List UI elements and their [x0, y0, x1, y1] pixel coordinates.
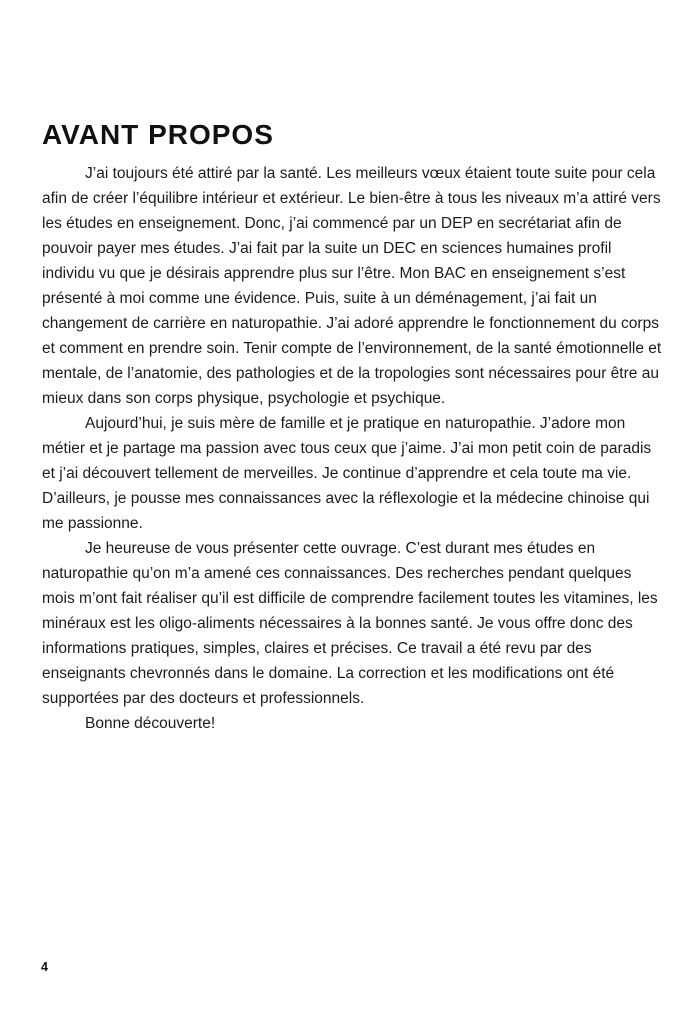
paragraph: Je heureuse de vous présenter cette ouvrage. C’est durant mes études en naturopathie qu’on m’a amené ces connaissances. Des recherches pendant quelques mois m’ont fait réaliser qu’il est difficile de comprendre facilement toutes les vitamines, les minéraux est les oligo-aliments nécessaires à la bonnes santé. Je vous offre donc des informations pratiques, simples, claires et précises. Ce travail a été revu par des enseignants chevronnés dans le domaine. La correction et les modifications ont été supportées par des docteurs et professionnels. [42, 540, 658, 707]
paragraph: Aujourd’hui, je suis mère de famille et je pratique en naturopathie. J’adore mon métier et je partage ma passion avec tous ceux que j’aime. J’ai mon petit coin de paradis et j’ai découvert tellement de merveilles. Je continue d’apprendre et cela toute ma vie. D’ailleurs, je pousse mes connaissances avec la réflexologie et la médecine chinoise qui me passionne. [42, 415, 652, 532]
body-text [42, 161, 662, 736]
paragraph: J’ai toujours été attiré par la santé. Les meilleurs vœux étaient toute suite pour cela afin de créer l’équilibre intérieur et extérieur. Le bien-être à tous les niveaux m’a attiré vers les études en enseignement. Donc, j’ai commencé par un DEP en secrétariat afin de pouvoir payer mes études. J’ai fait par la suite un DEC en sciences humaines profil individu vu que je désirais apprendre plus sur l’être. Mon BAC en enseignement s’est présenté à moi comme une évidence. Puis, suite à un déménagement, j’ai fait un changement de carrière en naturopathie. J’ai adoré apprendre le fonctionnement du corps et comment en prendre soin. Tenir compte de l’environnement, de la santé émotionnelle et mentale, de l’anatomie, des pathologies et de la tropologies sont nécessaires pour être au mieux dans son corps physique, psychologie et psychique. [42, 165, 662, 407]
page-title: AVANT PROPOS [42, 118, 274, 150]
page-number: 4 [41, 960, 48, 974]
closing-text: Bonne découverte! [85, 715, 216, 732]
